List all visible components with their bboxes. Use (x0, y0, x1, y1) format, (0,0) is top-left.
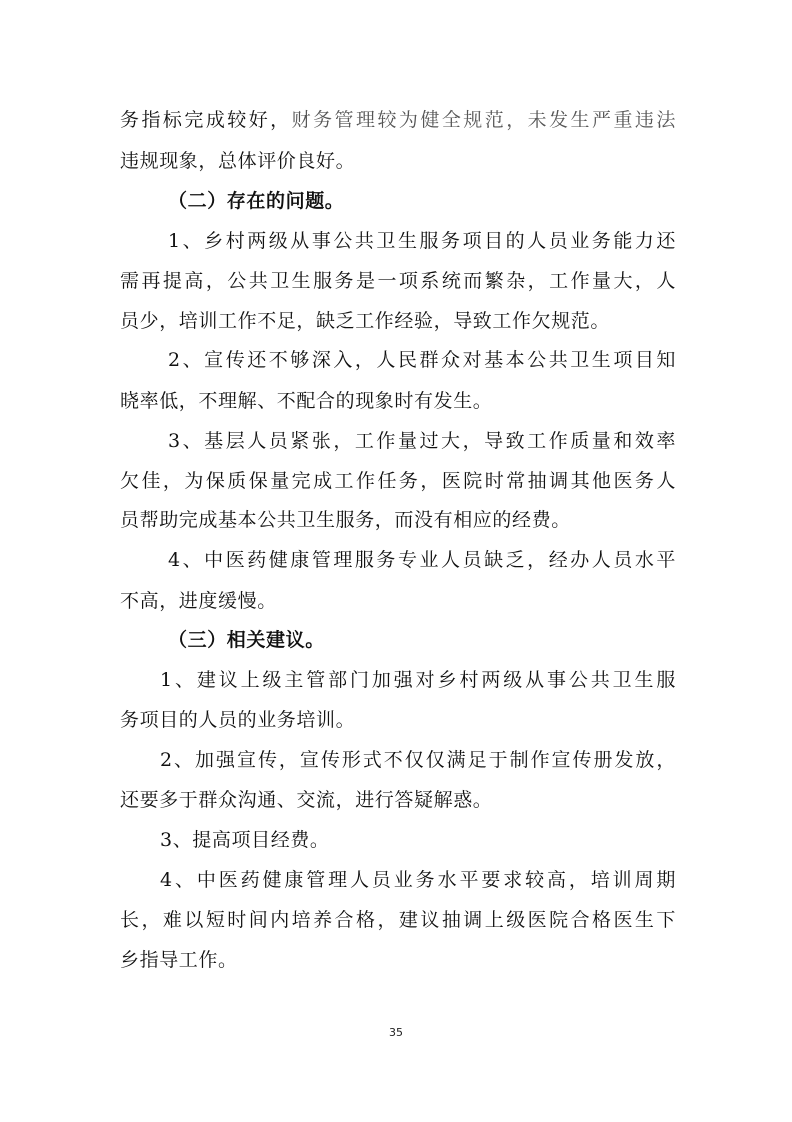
paragraph-line: 员帮助完成基本公共卫生服务，而没有相应的经费。 (120, 509, 571, 531)
paragraph-line: 4、中医药健康管理人员业务水平要求较高，培训周期 (160, 869, 676, 891)
paragraph-line: 4、中医药健康管理服务专业人员缺乏，经办人员水平 (168, 549, 676, 571)
paragraph-line: 务项目的人员的业务培训。 (120, 709, 356, 731)
section-heading: （二）存在的问题。 (168, 190, 345, 212)
page-number: 35 (389, 1026, 403, 1039)
paragraph-line: 3、基层人员紧张，工作量过大，导致工作质量和效率 (168, 430, 676, 452)
paragraph-line: 3、提高项目经费。 (160, 829, 330, 851)
paragraph-line: 2、宣传还不够深入，人民群众对基本公共卫生项目知 (168, 349, 676, 371)
paragraph-line: 长，难以短时间内培养合格，建议抽调上级医院合格医生下 (120, 909, 676, 931)
paragraph-line: 晓率低，不理解、不配合的现象时有发生。 (120, 390, 493, 412)
paragraph-line: 1、乡村两级从事公共卫生服务项目的人员业务能力还 (168, 230, 676, 252)
text-run: 务指标完成较好， (120, 109, 292, 131)
section-heading: （三）相关建议。 (168, 629, 325, 651)
text-run-muted: 财务管理较为健全规范，未发生严重违法 (291, 109, 676, 131)
paragraph-line: 不高，进度缓慢。 (120, 590, 277, 612)
paragraph-line: 违规现象，总体评价良好。 (120, 150, 356, 172)
paragraph-line: 需再提高，公共卫生服务是一项系统而繁杂，工作量大，人 (120, 270, 676, 292)
paragraph-line: 欠佳，为保质保量完成工作任务，医院时常抽调其他医务人 (120, 470, 676, 492)
paragraph-line: 1、建议上级主管部门加强对乡村两级从事公共卫生服 (160, 669, 676, 691)
paragraph-line: 还要多于群众沟通、交流，进行答疑解惑。 (120, 789, 493, 811)
paragraph-line: 员少，培训工作不足，缺乏工作经验，导致工作欠规范。 (120, 310, 611, 332)
paragraph-line: 乡指导工作。 (120, 949, 238, 971)
paragraph-line: 2、加强宣传，宣传形式不仅仅满足于制作宣传册发放， (160, 749, 676, 771)
paragraph-line (120, 107, 676, 133)
